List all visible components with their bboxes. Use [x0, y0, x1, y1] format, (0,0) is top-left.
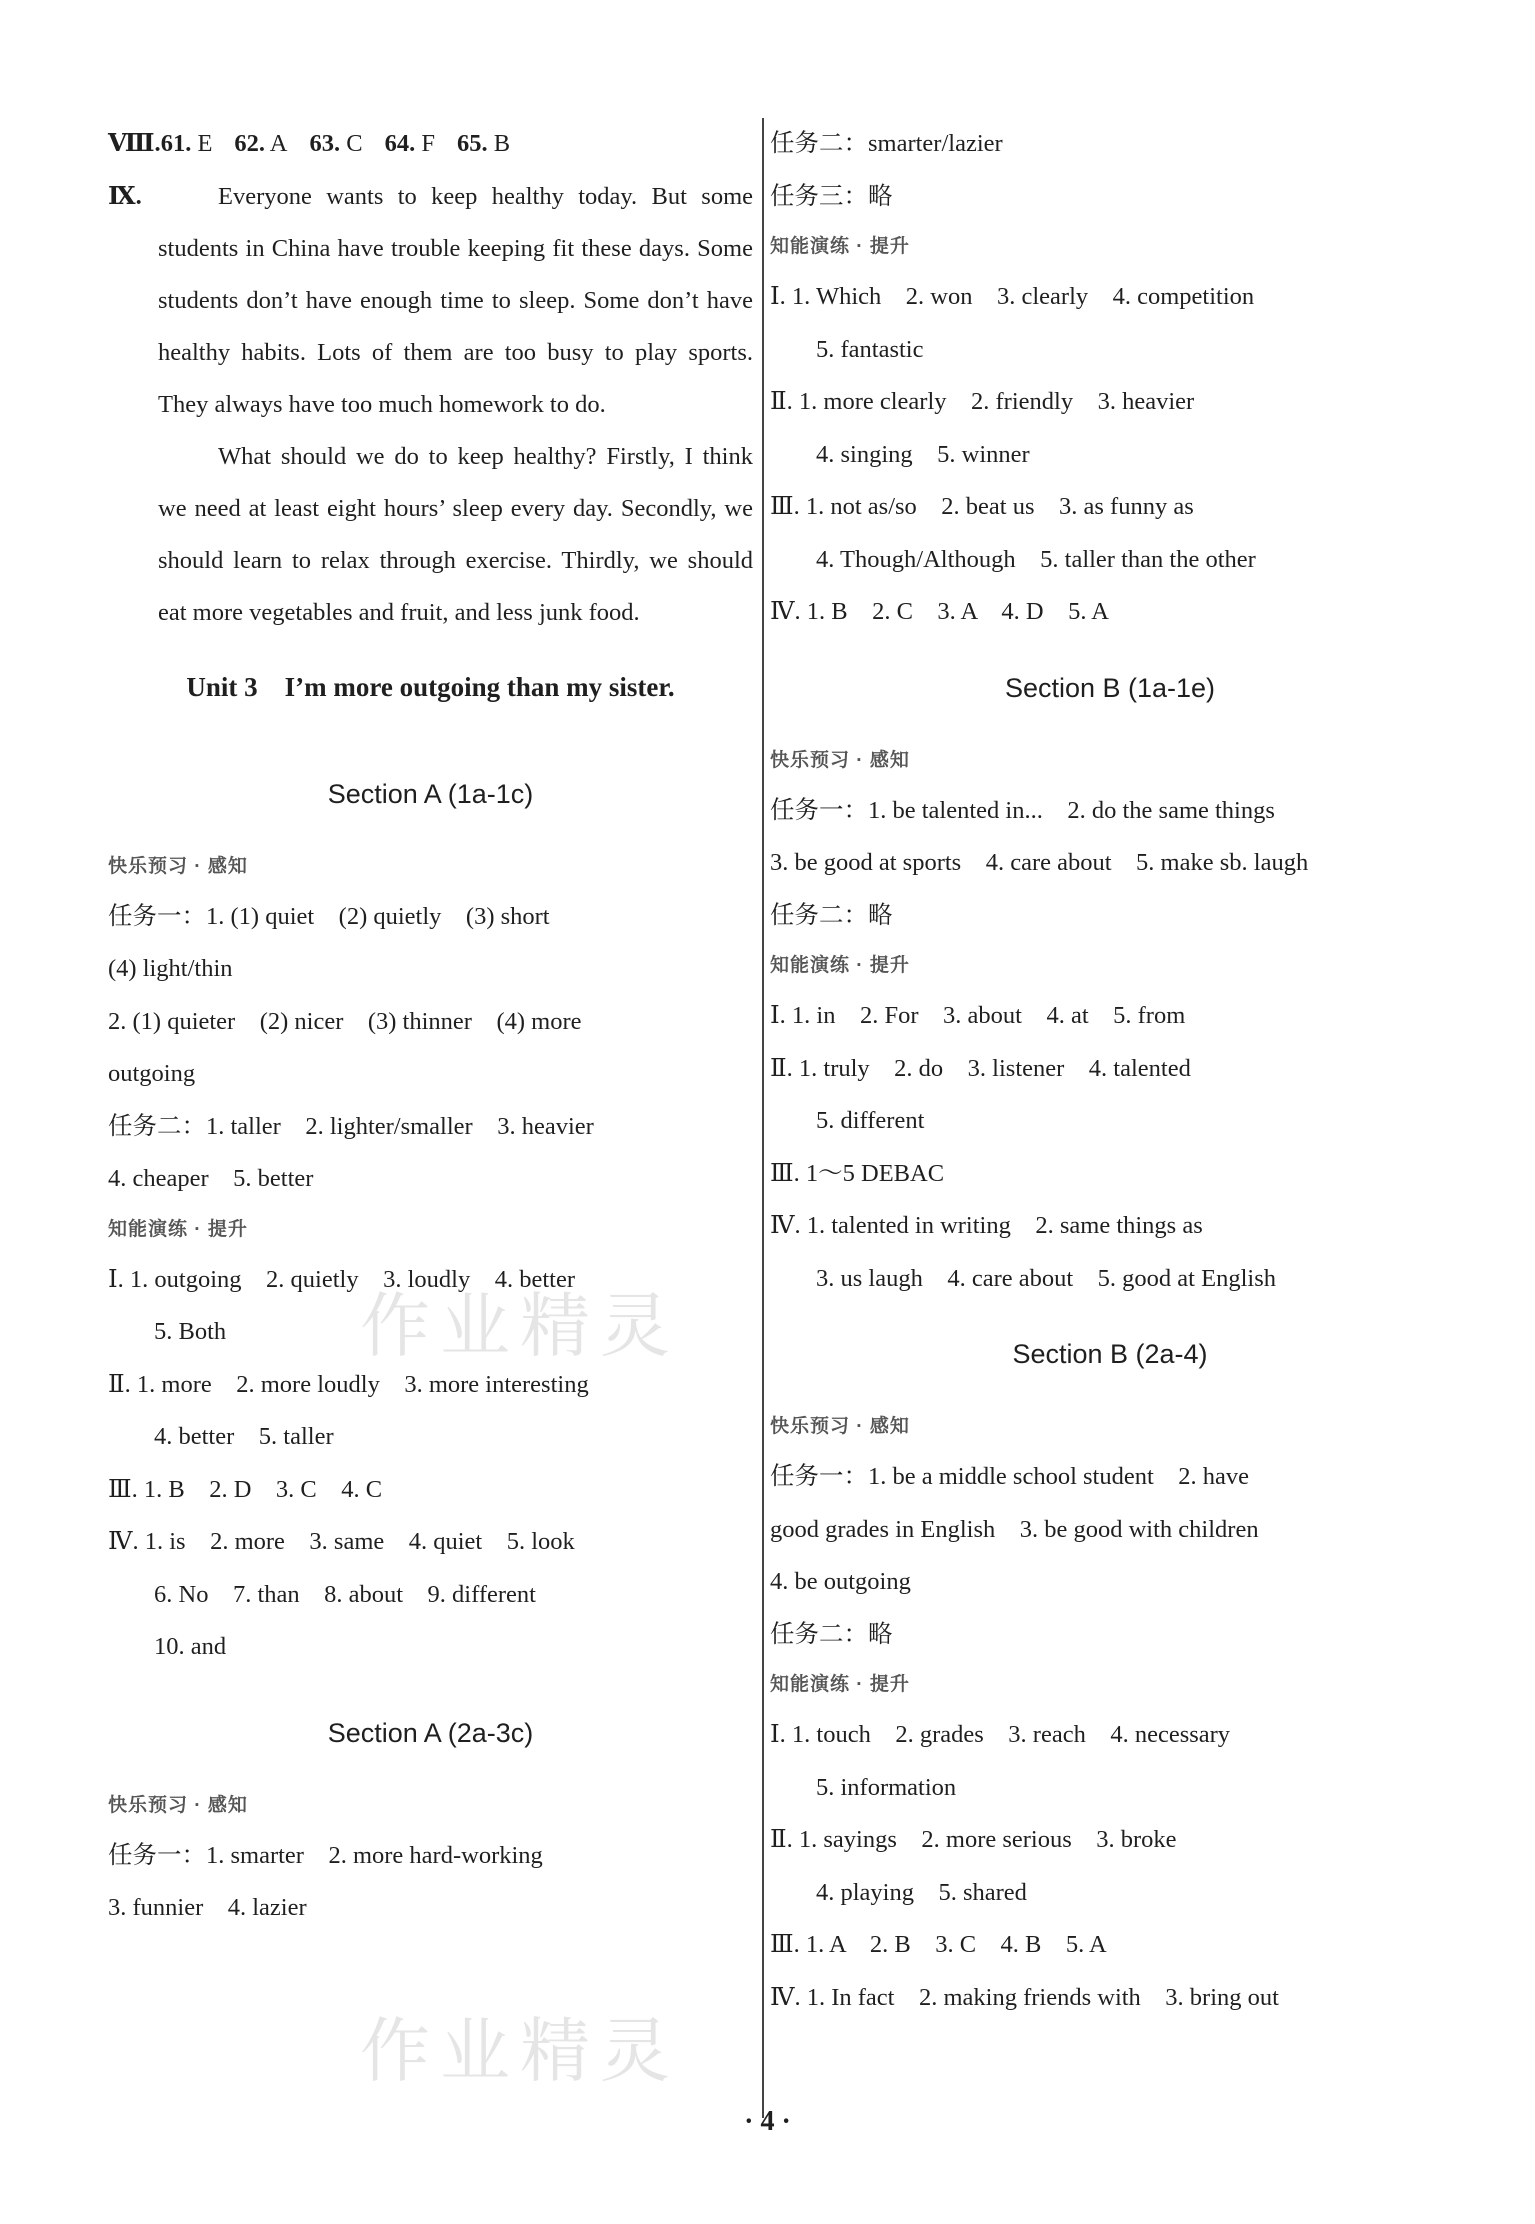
preview-header: 快乐预习 · 感知	[770, 749, 910, 771]
answer-row: 4. playing 5. shared	[816, 1878, 1027, 1906]
task-line: 任务二：略	[770, 1620, 893, 1648]
answer-row-viii	[108, 118, 753, 171]
task-line: 任务三：略	[770, 182, 893, 210]
watermark-stamp: 作业精灵	[360, 1285, 680, 1367]
answer-row: Ⅰ. 1. Which 2. won 3. clearly 4. competition	[770, 283, 1255, 310]
section-title: Section A (1a-1c)	[327, 778, 534, 809]
answer-row: 4. singing 5. winner	[816, 440, 1030, 468]
preview-header: 快乐预习 · 感知	[108, 1794, 248, 1816]
answer-item: 63. C	[309, 130, 363, 157]
essay-paragraph: Everyone wants to keep healthy today. But some students in China have trouble keeping fit these days. Some students don’t have enough time to sleep. Some don’t have healthy habits. Lots of them are too busy to play sports. They always have too much homework to do.	[158, 182, 753, 418]
practice-header: 知能演练 · 提升	[108, 1218, 248, 1240]
answer-row: 4. better 5. taller	[154, 1423, 334, 1450]
task-line: 任务一：1. smarter 2. more hard-working	[108, 1841, 543, 1869]
section-title: Section B (1a-1e)	[1004, 672, 1216, 703]
unit-title: Unit 3 I’m more outgoing than my sister.	[186, 671, 675, 702]
task-line: 任务二：1. taller 2. lighter/smaller 3. heavier	[108, 1112, 594, 1140]
task-line: 任务一：1. be talented in... 2. do the same things	[770, 796, 1275, 824]
answer-row: Ⅰ. 1. outgoing 2. quietly 3. loudly 4. better	[108, 1265, 575, 1293]
answer-row: Ⅱ. 1. more clearly 2. friendly 3. heavier	[770, 388, 1195, 415]
answer-items	[161, 130, 532, 157]
task-line: 任务二：smarter/lazier	[770, 130, 1003, 157]
answer-row: 3. us laugh 4. care about 5. good at English	[816, 1264, 1276, 1292]
right-column	[770, 118, 1450, 2024]
answer-row: Ⅲ. 1. not as/so 2. beat us 3. as funny as	[770, 493, 1194, 520]
section-title: Section A (2a-3c)	[327, 1717, 534, 1748]
answer-item: 64. F	[384, 130, 435, 157]
answer-row: Ⅰ. 1. in 2. For 3. about 4. at 5. from	[770, 1002, 1186, 1029]
answer-item: 62. A	[234, 130, 288, 157]
task-line: 4. be outgoing	[770, 1568, 911, 1595]
answer-row: Ⅲ. 1. A 2. B 3. C 4. B 5. A	[770, 1931, 1107, 1958]
answer-row: 5. fantastic	[816, 335, 924, 363]
task-line: good grades in English 3. be good with children	[770, 1515, 1259, 1543]
answer-row: Ⅳ. 1. In fact 2. making friends with 3. bring out	[770, 1983, 1279, 2011]
essay-paragraph: What should we do to keep healthy? Firstly, I think we need at least eight hours’ sleep every day. Secondly, we should learn to relax through exercise. Thirdly, we should eat more vegetables and fruit, and less junk food.	[158, 442, 753, 626]
left-column	[108, 118, 753, 1935]
answer-row: Ⅳ. 1. is 2. more 3. same 4. quiet 5. look	[108, 1528, 575, 1555]
practice-header: 知能演练 · 提升	[770, 1674, 910, 1695]
watermark-stamp: 作业精灵	[360, 2010, 680, 2092]
answer-row: 4. Though/Although 5. taller than the other	[816, 545, 1256, 573]
task-line: (4) light/thin	[108, 955, 233, 982]
answer-row: Ⅲ. 1～5 DEBAC	[770, 1159, 945, 1187]
task-line: 任务二：略	[770, 901, 893, 929]
column-divider	[762, 118, 764, 2118]
practice-header: 知能演练 · 提升	[770, 955, 910, 976]
answer-row: Ⅳ. 1. B 2. C 3. A 4. D 5. A	[770, 598, 1109, 625]
answer-row: 10. and	[154, 1633, 227, 1660]
page-number: · 4 ·	[744, 2106, 791, 2137]
task-line: 4. cheaper 5. better	[108, 1165, 314, 1192]
answer-row: 5. Both	[154, 1318, 227, 1345]
preview-header: 快乐预习 · 感知	[770, 1416, 910, 1437]
answer-row: 5. different	[816, 1107, 925, 1134]
answer-row: Ⅱ. 1. sayings 2. more serious 3. broke	[770, 1826, 1177, 1853]
answer-item: 65. B	[456, 130, 511, 157]
task-line: 2. (1) quieter (2) nicer (3) thinner (4) more	[108, 1007, 582, 1035]
answer-row: Ⅲ. 1. B 2. D 3. C 4. C	[108, 1475, 383, 1503]
answer-row: Ⅱ. 1. more 2. more loudly 3. more interesting	[108, 1370, 589, 1398]
roman-numeral: Ⅸ.	[108, 182, 142, 210]
task-line: 3. be good at sports 4. care about 5. make sb. laugh	[770, 849, 1309, 876]
practice-header: 知能演练 · 提升	[770, 236, 910, 257]
roman-numeral: Ⅷ.	[108, 130, 161, 157]
answer-row: 5. information	[816, 1773, 957, 1801]
task-line: 任务一：1. be a middle school student 2. have	[770, 1463, 1250, 1490]
task-line: 3. funnier 4. lazier	[108, 1894, 307, 1921]
answer-row: Ⅳ. 1. talented in writing 2. same things as	[770, 1212, 1203, 1239]
task-line: 任务一：1. (1) quiet (2) quietly (3) short	[108, 902, 550, 930]
essay	[108, 171, 753, 639]
answer-row: Ⅰ. 1. touch 2. grades 3. reach 4. necessary	[770, 1721, 1231, 1748]
section-title: Section B (2a-4)	[1012, 1339, 1208, 1369]
preview-header: 快乐预习 · 感知	[108, 855, 248, 877]
answer-row: 6. No 7. than 8. about 9. different	[154, 1580, 536, 1608]
answer-item: 61. E	[160, 130, 213, 157]
answer-row: Ⅱ. 1. truly 2. do 3. listener 4. talented	[770, 1054, 1191, 1082]
task-line: outgoing	[108, 1060, 196, 1087]
